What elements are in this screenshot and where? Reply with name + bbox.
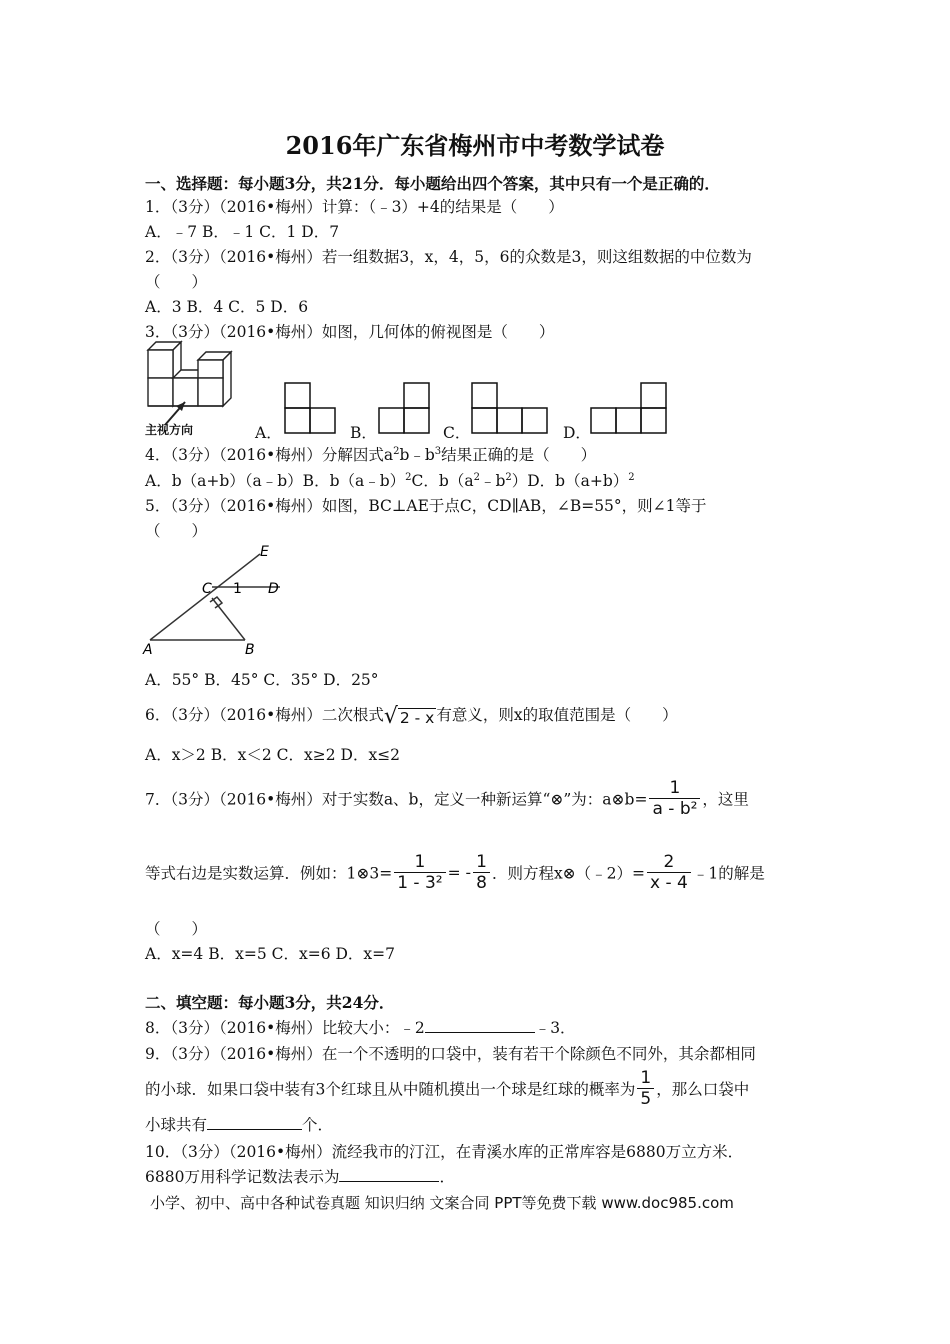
- q2-stem-cont: （ ）: [145, 273, 208, 291]
- label-e: E: [260, 544, 269, 560]
- q8-stem: 8．（3分）（2016•梅州）比较大小：﹣2 ﹣3．: [145, 1019, 576, 1037]
- fraction-equation: $\frac{2}{x - 4}$: [647, 852, 691, 893]
- q10-line2: 6880万用科学记数法表示为 ．: [145, 1168, 455, 1186]
- section-2-heading: 二、填空题：每小题3分，共24分．: [145, 993, 395, 1012]
- fraction-example: $\frac{1}{\text{1 - 3²}}$: [394, 852, 445, 893]
- label-d: D: [268, 581, 279, 597]
- q6-stem: 6．（3分）（2016•梅州）二次根式√ 2 - x 有意义，则x的取值范围是（ ）: [145, 703, 678, 729]
- q8-answer-blank[interactable]: [425, 1018, 535, 1033]
- section-1-heading: 一、选择题：每小题3分，共21分．每小题给出四个答案，其中只有一个是正确的．: [145, 174, 720, 193]
- q7-stem: 7．（3分）（2016•梅州）对于实数a、b，定义一种新运算“⊗”为：a⊗b= $\frac{1}{\text{a - b²}}$ ，这里: [145, 778, 749, 819]
- fraction-one-fifth: $\frac{1}{5}$: [637, 1068, 654, 1109]
- label-a: A: [143, 642, 153, 658]
- label-angle-1: 1: [233, 581, 242, 597]
- q3-option-d-figure: [590, 382, 670, 438]
- q3-stem: 3．（3分）（2016•梅州）如图，几何体的俯视图是（ ）: [145, 323, 555, 341]
- q2-stem: 2．（3分）（2016•梅州）若一组数据3，x，4，5，6的众数是3，则这组数据的中位数为: [145, 248, 752, 266]
- q1-options: A．﹣7 B．﹣1 C．1 D．7: [145, 223, 340, 241]
- page-footer: 小学、初中、高中各种试卷真题 知识归纳 文案合同 PPT等免费下载 www.doc985.com: [150, 1194, 734, 1212]
- label-b: B: [245, 642, 255, 658]
- sqrt-expression: √ 2 - x: [383, 703, 435, 729]
- q7-options: A．x=4 B．x=5 C．x=6 D．x=7: [145, 945, 396, 963]
- q4-stem: 4．（3分）（2016•梅州）分解因式$a^2b﹣b^3$结果正确的是（ ）: [145, 445, 597, 464]
- q5-stem: 5．（3分）（2016•梅州）如图，BC⊥AE于点C，CD∥AB，∠B=55°，则∠1等于: [145, 497, 707, 515]
- q9-line1: 9．（3分）（2016•梅州）在一个不透明的口袋中，装有若干个除颜色不同外，其余都相同: [145, 1045, 756, 1063]
- q3-option-c-figure: [471, 382, 551, 438]
- q7-line2: 等式右边是实数运算．例如：1⊗3= $\frac{1}{\text{1 - 3²}}$ = - $\frac{1}{8}$ ．则方程x⊗（﹣2）= $\frac{2}{x - 4}$ ﹣1的解是: [145, 852, 765, 893]
- q3-option-c: C．: [443, 424, 471, 442]
- q5-stem-cont: （ ）: [145, 522, 208, 540]
- q6-options: A．x＞2 B．x＜2 C．x≥2 D．x≤2: [145, 746, 401, 764]
- page-title: 2016年广东省梅州市中考数学试卷: [285, 131, 665, 160]
- fraction-one-eighth: $\frac{1}{8}$: [473, 852, 490, 893]
- fraction-a-b: $\frac{1}{\text{a - b²}}$: [649, 778, 700, 819]
- q1-stem: 1．（3分）（2016•梅州）计算：（﹣3）+4的结果是（ ）: [145, 198, 564, 216]
- q9-line3: 小球共有 个．: [145, 1116, 334, 1134]
- q3-option-b-figure: [378, 382, 434, 438]
- q3-option-a: A．: [255, 424, 282, 442]
- q7-line3: （ ）: [145, 920, 208, 938]
- q5-geometry-figure: [140, 540, 290, 660]
- q9-line2: 的小球．如果口袋中装有3个红球且从中随机摸出一个球是红球的概率为 $\frac{1}{5}$ ，那么口袋中: [145, 1068, 750, 1109]
- q10-line1: 10．（3分）（2016•梅州）流经我市的汀江，在青溪水库的正常库容是6880万立方米．: [145, 1143, 744, 1161]
- q3-option-a-figure: [284, 382, 340, 438]
- q5-options: A．55° B．45° C．35° D．25°: [145, 671, 379, 689]
- q9-answer-blank[interactable]: [207, 1115, 302, 1130]
- q3-option-d: D．: [563, 424, 591, 442]
- q3-view-direction-label: 主视方向: [145, 423, 194, 437]
- q2-options: A．3 B．4 C．5 D．6: [145, 298, 309, 316]
- q4-options: A．b（a+b）（a﹣b）B．b（a﹣b）$^2$C．$b(a^2﹣b^2)D$．$b(a+b)^2$: [145, 471, 635, 490]
- q3-option-b: B．: [350, 424, 377, 442]
- label-c: C: [202, 581, 212, 597]
- q10-answer-blank[interactable]: [339, 1167, 439, 1182]
